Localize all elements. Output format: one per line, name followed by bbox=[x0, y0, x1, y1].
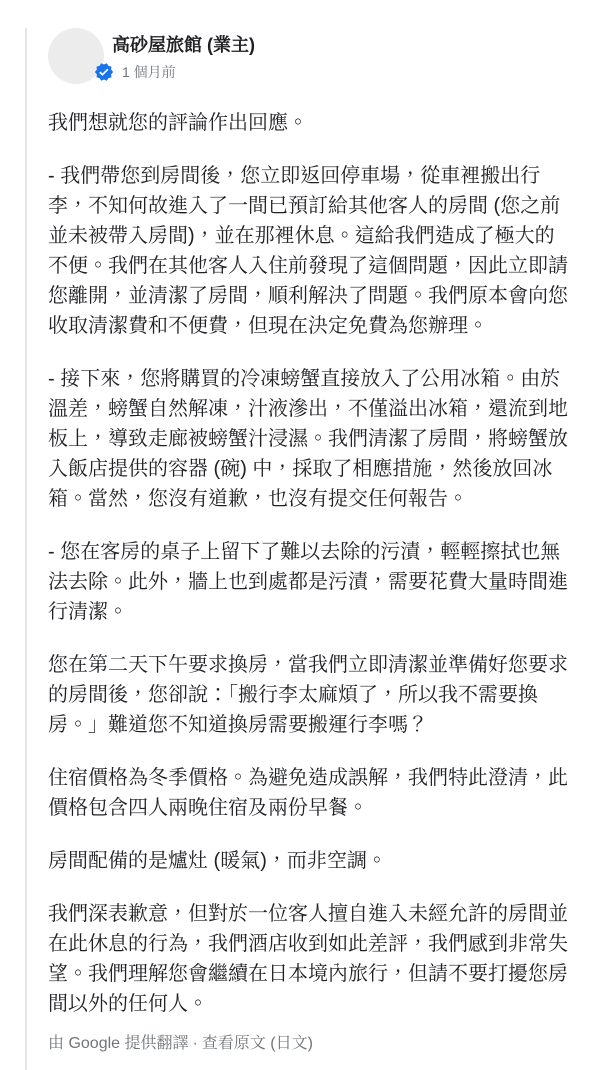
verified-badge-icon bbox=[94, 62, 114, 82]
footer-separator: · bbox=[192, 1035, 198, 1052]
response-paragraph: 我們想就您的評論作出回應。 bbox=[48, 112, 308, 134]
response-paragraph: 房間配備的是爐灶 (暖氣)，而非空調。 bbox=[48, 850, 387, 872]
meta-row bbox=[112, 61, 255, 83]
thread-indent-line bbox=[25, 28, 27, 1070]
header-text bbox=[112, 28, 255, 83]
response-paragraph: 您在第二天下午要求換房，當我們立即清潔並準備好您要求的房間後，您卻說：「搬行李太麻煩了，所以我不需要換房。」難道您不知道換房需要搬運行李嗎？ bbox=[48, 654, 568, 736]
response-paragraph: 我們深表歉意，但對於一位客人擅自進入未經允許的房間並在此休息的行為，我們酒店收到如此差評，我們感到非常失望。我們理解您會繼續在日本境內旅行，但請不要打擾您房間以外的任何人。 bbox=[48, 903, 568, 1015]
response-paragraph: 住宿價格為冬季價格。為避免造成誤解，我們特此澄清，此價格包含四人兩晚住宿及兩份早餐。 bbox=[48, 767, 568, 819]
response-content bbox=[48, 28, 568, 1055]
response-paragraph: - 您在客房的桌子上留下了難以去除的污漬，輕輕擦拭也無法去除。此外，牆上也到處都是污漬，需要花費大量時間進行清潔。 bbox=[48, 541, 568, 623]
view-original-link[interactable]: 查看原文 (日文) bbox=[201, 1035, 313, 1052]
response-timestamp: 1 個月前 bbox=[122, 64, 176, 80]
translation-footer bbox=[48, 1033, 568, 1055]
response-header bbox=[48, 28, 568, 84]
response-body bbox=[48, 108, 568, 1019]
response-paragraph: - 接下來，您將購買的冷凍螃蟹直接放入了公用冰箱。由於溫差，螃蟹自然解凍，汁液滲出，不僅溢出冰箱，還流到地板上，導致走廊被螃蟹汁浸濕。我們清潔了房間，將螃蟹放入飯店提供的容器 (碗) 中，採取了相應措施，然後放回冰箱。當然，您沒有道歉，也沒有提交任何報告。 bbox=[48, 368, 568, 510]
response-paragraph: - 我們帶您到房間後，您立即返回停車場，從車裡搬出行李，不知何故進入了一間已預訂給其他客人的房間 (您之前並未被帶入房間)，並在那裡休息。這給我們造成了極大的不便。我們在其他客人入住前發現了這個問題，因此立即請您離開，並清潔了房間，順利解決了問題。我們原本會向您收取清潔費和不便費，但現在決定免費為您辦理。 bbox=[48, 165, 568, 337]
owner-name: 高砂屋旅館 (業主) bbox=[112, 35, 255, 55]
translated-by-label: 由 Google 提供翻譯 bbox=[48, 1035, 189, 1052]
